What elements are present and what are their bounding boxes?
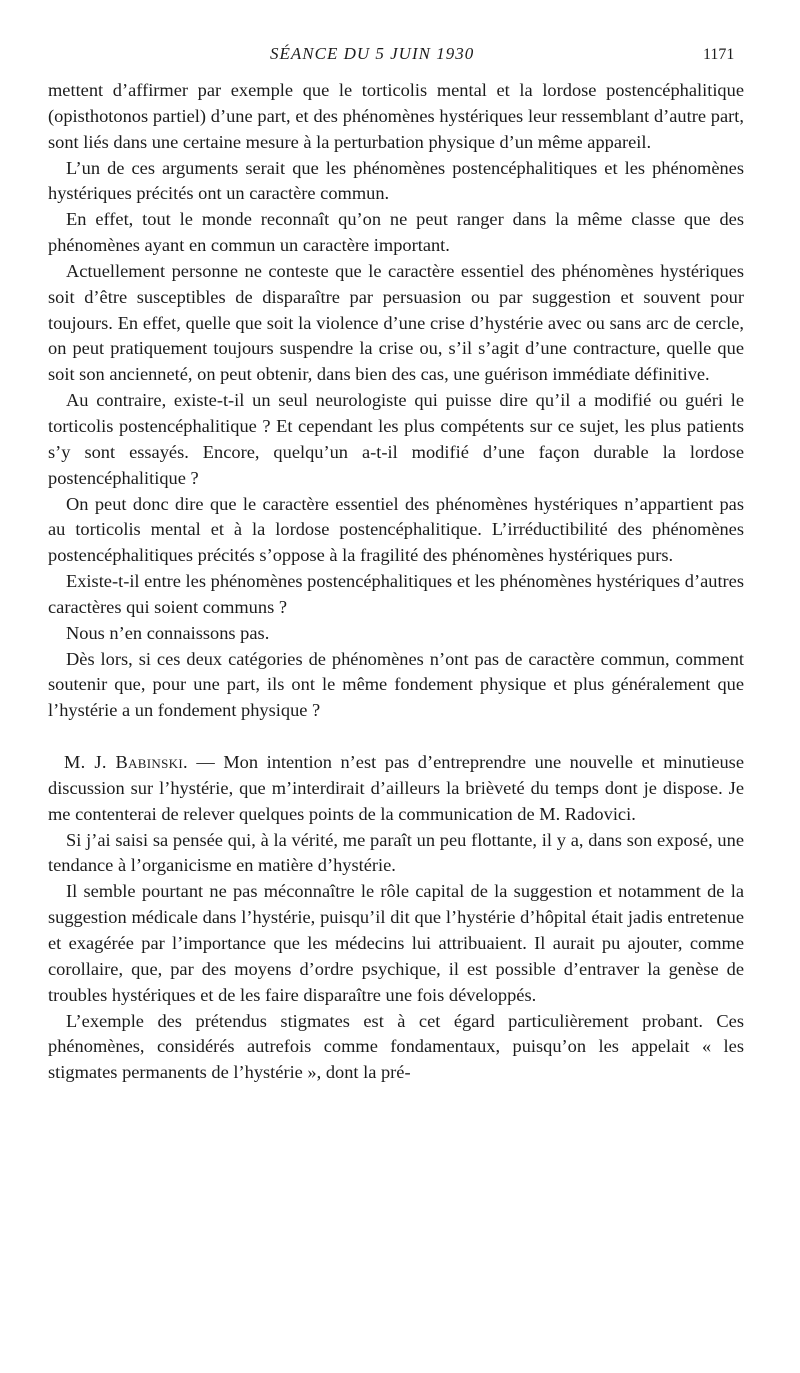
page-number: 1171 bbox=[703, 46, 735, 63]
paragraph: Il semble pourtant ne pas méconnaître le rôle capital de la suggestion et notamment de la suggestion médicale dans l’hystérie, puisqu’il dit que l’hystérie d’hôpital était jadis entretenue et exagérée par l’importance que les médecins lui attribuaient. Il aurait pu ajouter, comme corollaire, que, par des moyens d’ordre psychique, il est possible d’entraver la genèse de troubles hystériques et de les faire disparaître une fois développés. bbox=[48, 881, 744, 1005]
paragraph: Dès lors, si ces deux catégories de phénomènes n’ont pas de caractère commun, comment soutenir que, pour une part, ils ont le même fondement physique et plus généralement que l’hystérie a un fondement physique ? bbox=[48, 648, 744, 721]
paragraph: Si j’ai saisi sa pensée qui, à la vérité, me paraît un peu flottante, il y a, dans son exposé, une tendance à l’organicisme en matière d’hystérie. bbox=[48, 829, 744, 876]
paragraph: Au contraire, existe-t-il un seul neurologiste qui puisse dire qu’il a modifié ou guéri le torticolis postencéphalitique ? Et cependant les plus compétents sur ce sujet, les plus patients s’y sont essayés. Encore, quelqu’un a-t-il modifié d’une façon durable la lordose postencéphalitique ? bbox=[48, 390, 744, 488]
paragraph: En effet, tout le monde reconnaît qu’on ne peut ranger dans la même classe que des phénomènes ayant en commun un caractère important. bbox=[48, 209, 744, 256]
body-text bbox=[48, 78, 744, 1086]
paragraph: Nous n’en connaissons pas. bbox=[66, 622, 270, 643]
paragraph: Existe-t-il entre les phénomènes postencéphalitiques et les phénomènes hystériques d’autres caractères qui soient communs ? bbox=[48, 571, 744, 617]
babinski-intro-text: Mon intention n’est pas d’entreprendre une nouvelle et minutieuse discussion sur l’hystérie, que m’interdirait d’ailleurs la brièveté du temps dont je dispose. Je me contenterai de relever quelques points de la communication de M. Radovici. bbox=[48, 752, 744, 824]
speaker-dash: — bbox=[187, 752, 224, 773]
running-header bbox=[0, 44, 800, 72]
babinski-intro-paragraph bbox=[48, 750, 744, 828]
speaker-name: M. J. Babinski. bbox=[64, 752, 188, 773]
running-title: SÉANCE DU 5 JUIN 1930 bbox=[270, 44, 475, 63]
paragraph: Actuellement personne ne conteste que le caractère essentiel des phénomènes hystériques soit d’être susceptibles de disparaître par persuasion ou par suggestion et souvent pour toujours. En effet, quelle que soit la violence d’une crise d’hystérie avec ou sans arc de cercle, on peut pratiquement toujours suspendre la crise ou, s’il s’agit d’une contracture, quelle que soit son ancienneté, on peut obtenir, dans bien des cas, une guérison immédiate définitive. bbox=[48, 260, 744, 385]
paragraph: On peut donc dire que le caractère essentiel des phénomènes hystériques n’appartient pas au torticolis mental et à la lordose postencéphalitique. L’irréductibilité des phénomènes postencéphalitiques précités s’oppose à la fragilité des phénomènes hystériques purs. bbox=[48, 493, 744, 566]
paragraph: L’exemple des prétendus stigmates est à cet égard particulièrement probant. Ces phénomènes, considérés autrefois comme fondamentaux, puisqu’on les appelait « les stigmates permanents de l’hystérie », dont la pré- bbox=[48, 1010, 744, 1083]
paragraph: L’un de ces arguments serait que les phénomènes postencéphalitiques et les phénomènes hystériques précités ont un caractère commun. bbox=[48, 157, 744, 204]
paragraph: mettent d’affirmer par exemple que le torticolis mental et la lordose postencéphalitique (opisthotonos partiel) d’une part, et des phénomènes hystériques leur ressemblant d’autre part, sont liés dans une certaine mesure à la perturbation physique d’un même appareil. bbox=[48, 80, 744, 152]
